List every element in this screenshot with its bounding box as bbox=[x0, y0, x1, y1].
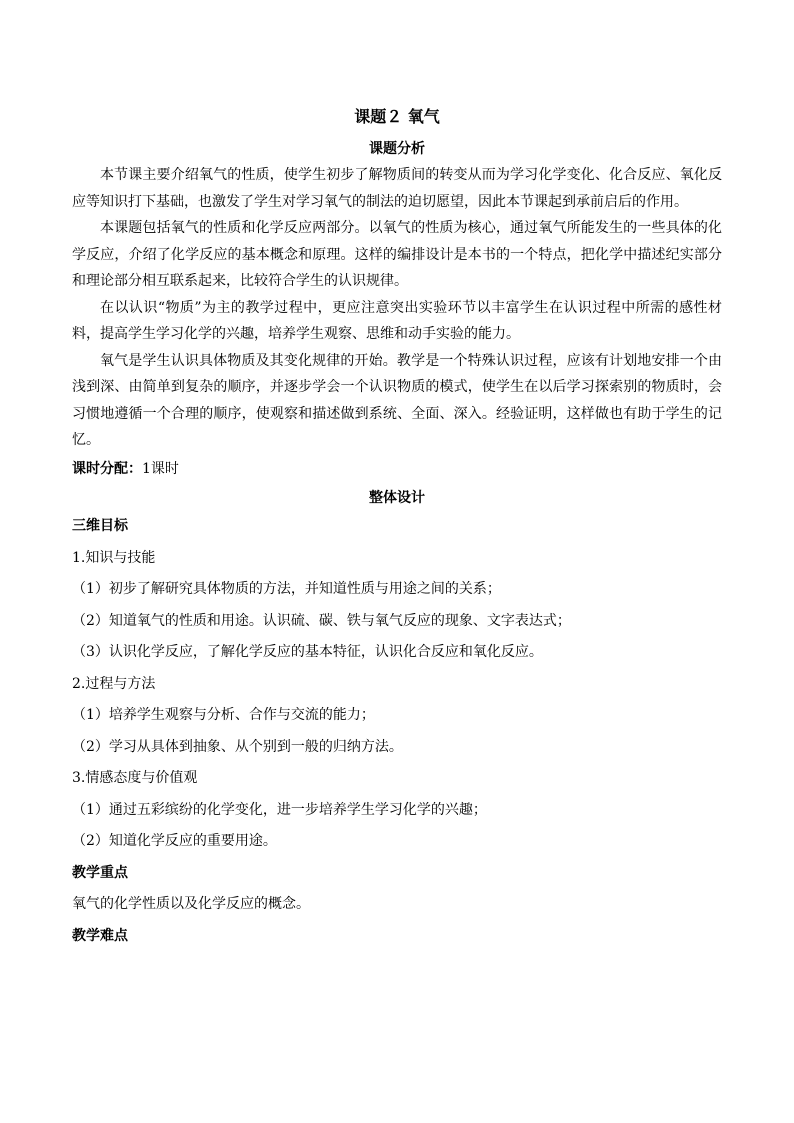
class-hours-label: 课时分配： bbox=[72, 460, 142, 477]
paragraph-2: 本课题包括氧气的性质和化学反应两部分。以氧气的性质为核心，通过氧气所能发生的一些具体的化学反应，介绍了化学反应的基本概念和原理。这样的编排设计是本书的一个特点，把化学中描述纪实部分和理论部分相互联系起来，比较符合学生的认识规律。 bbox=[72, 220, 722, 289]
design-heading: 整体设计 bbox=[369, 490, 425, 506]
difficulty-heading: 教学难点 bbox=[72, 927, 128, 944]
goal1-item: （1）初步了解研究具体物质的方法，并知道性质与用途之间的关系； bbox=[72, 581, 501, 597]
paragraph-1: 本节课主要介绍氧气的性质，使学生初步了解物质间的转变从而为学习化学变化、化合反应、氧化反应等知识打下基础，也激发了学生对学习氧气的制法的迫切愿望，因此本节课起到承前启后的作用。 bbox=[72, 167, 722, 210]
goal1-title: 1.知识与技能 bbox=[72, 549, 156, 566]
class-hours-value: 1课时 bbox=[142, 460, 179, 477]
analysis-heading: 课题分析 bbox=[369, 141, 425, 157]
goal2-title: 2.过程与方法 bbox=[72, 675, 156, 692]
goal1-item: （2）知道氧气的性质和用途。认识硫、碳、铁与氧气反应的现象、文字表达式； bbox=[72, 612, 571, 629]
goal3-item: （1）通过五彩缤纷的化学变化，进一步培养学生学习化学的兴趣； bbox=[72, 801, 487, 818]
class-hours bbox=[72, 454, 722, 486]
goal2-item: （2）学习从具体到抽象、从个别到一般的归纳方法。 bbox=[72, 738, 403, 755]
goal1-item: （3）认识化学反应，了解化学反应的基本特征，认识化合反应和氧化反应。 bbox=[72, 644, 543, 660]
paragraph-3: 在以认识“物质”为主的教学过程中，更应注意突出实验环节以丰富学生在认识过程中所需的感性材料，提高学生学习化学的兴趣，培养学生观察、思维和动手实验的能力。 bbox=[72, 299, 722, 342]
goal3-item: （2）知道化学反应的重要用途。 bbox=[72, 833, 277, 849]
paragraph-4: 氧气是学生认识具体物质及其变化规律的开始。教学是一个特殊认识过程，应该有计划地安排一个由浅到深、由简单到复杂的顺序，并逐步学会一个认识物质的模式，使学生在以后学习探索别的物质时，会习惯地遵循一个合理的顺序，使观察和描述做到系统、全面、深入。经验证明，这样做也有助于学生的记忆。 bbox=[72, 352, 722, 448]
key-points-text: 氧气的化学性质以及化学反应的概念。 bbox=[72, 896, 310, 912]
goal3-title: 3.情感态度与价值观 bbox=[72, 770, 198, 786]
page-title: 课题２ 氧气 bbox=[354, 107, 440, 126]
document-body bbox=[72, 104, 722, 952]
goals-heading: 三维目标 bbox=[72, 518, 128, 534]
goal2-item: （1）培养学生观察与分析、合作与交流的能力； bbox=[72, 707, 375, 723]
key-points-heading: 教学重点 bbox=[72, 864, 128, 881]
